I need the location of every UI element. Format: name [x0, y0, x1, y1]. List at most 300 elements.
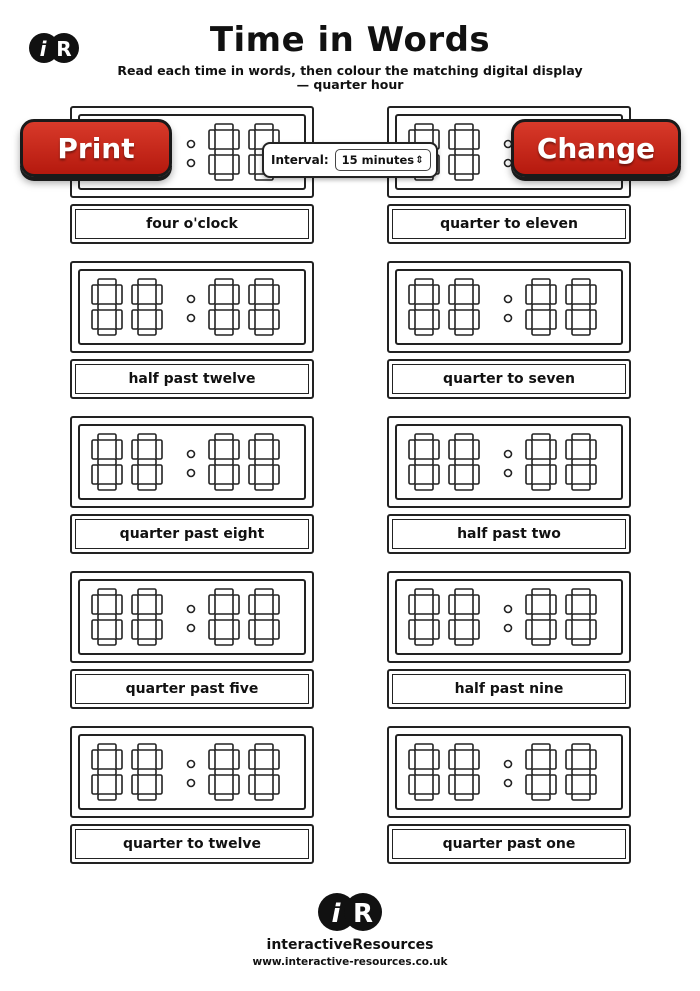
digit-segment[interactable] [215, 174, 233, 180]
digital-display[interactable] [70, 726, 314, 818]
digit-segment[interactable] [249, 620, 255, 639]
digit-segment[interactable] [116, 465, 122, 484]
digit-segment[interactable] [415, 124, 433, 130]
digit-segment[interactable] [215, 304, 233, 310]
digit-segment[interactable] [233, 620, 239, 639]
digit-segment[interactable] [98, 639, 116, 645]
digit-segment[interactable] [156, 595, 162, 614]
digit-segment[interactable] [415, 639, 433, 645]
digit-segment[interactable] [449, 595, 455, 614]
digit-segment[interactable] [249, 130, 255, 149]
digit-segment[interactable] [233, 155, 239, 174]
digit-segment[interactable] [473, 750, 479, 769]
digit-segment[interactable] [273, 750, 279, 769]
digit-segment[interactable] [590, 750, 596, 769]
digit-segment[interactable] [92, 620, 98, 639]
digit-segment[interactable] [526, 750, 532, 769]
digit-segment[interactable] [98, 459, 116, 465]
colon-dot [188, 470, 195, 477]
digit-segment[interactable] [156, 440, 162, 459]
digit-segment[interactable] [215, 459, 233, 465]
digit-segment[interactable] [566, 310, 572, 329]
digit-segment[interactable] [92, 750, 98, 769]
digit-segment[interactable] [409, 595, 415, 614]
digit-segment[interactable] [566, 440, 572, 459]
digit-segment[interactable] [526, 620, 532, 639]
digit-segment[interactable] [255, 744, 273, 750]
digit-segment[interactable] [215, 589, 233, 595]
digit-segment[interactable] [526, 310, 532, 329]
digit-segment[interactable] [255, 124, 273, 130]
digit-segment[interactable] [116, 620, 122, 639]
digit-segment[interactable] [209, 130, 215, 149]
digit-segment[interactable] [138, 794, 156, 800]
digit-segment[interactable] [532, 279, 550, 285]
interval-label: Interval: [271, 153, 329, 167]
digit-segment[interactable] [215, 744, 233, 750]
digit-segment[interactable] [138, 459, 156, 465]
digit-segment[interactable] [550, 595, 556, 614]
digit-segment[interactable] [138, 614, 156, 620]
display-digits [389, 573, 629, 661]
digit-segment[interactable] [415, 484, 433, 490]
digit-segment[interactable] [415, 329, 433, 335]
digit-segment[interactable] [449, 620, 455, 639]
digit-segment[interactable] [449, 775, 455, 794]
digit-segment[interactable] [526, 285, 532, 304]
display-digits [72, 263, 312, 351]
colon-dot [505, 296, 512, 303]
digit-segment[interactable] [249, 465, 255, 484]
digit-segment[interactable] [532, 434, 550, 440]
digit-segment[interactable] [415, 459, 433, 465]
digit-segment[interactable] [138, 484, 156, 490]
digit-segment[interactable] [132, 620, 138, 639]
digit-segment[interactable] [473, 155, 479, 174]
digit-segment[interactable] [455, 434, 473, 440]
digit-segment[interactable] [455, 124, 473, 130]
time-words-text: half past two [392, 519, 626, 549]
time-words-text: half past nine [392, 674, 626, 704]
digit-segment[interactable] [215, 639, 233, 645]
digit-segment[interactable] [156, 310, 162, 329]
digit-segment[interactable] [249, 285, 255, 304]
digit-segment[interactable] [138, 744, 156, 750]
digit-segment[interactable] [572, 459, 590, 465]
digit-segment[interactable] [572, 279, 590, 285]
digit-segment[interactable] [233, 440, 239, 459]
digit-segment[interactable] [92, 285, 98, 304]
digit-segment[interactable] [98, 484, 116, 490]
digit-segment[interactable] [215, 124, 233, 130]
colon-dot [188, 780, 195, 787]
digit-segment[interactable] [455, 794, 473, 800]
colon-dot [188, 296, 195, 303]
digit-segment[interactable] [92, 775, 98, 794]
digit-segment[interactable] [433, 750, 439, 769]
digit-segment[interactable] [132, 465, 138, 484]
digit-segment[interactable] [455, 304, 473, 310]
digit-segment[interactable] [449, 440, 455, 459]
digit-segment[interactable] [98, 589, 116, 595]
digit-segment[interactable] [255, 794, 273, 800]
digit-segment[interactable] [526, 465, 532, 484]
digit-segment[interactable] [550, 750, 556, 769]
time-words-label [70, 359, 314, 399]
digit-segment[interactable] [249, 440, 255, 459]
digit-segment[interactable] [473, 620, 479, 639]
time-words-label [70, 824, 314, 864]
time-words-text: four o'clock [75, 209, 309, 239]
digit-segment[interactable] [273, 620, 279, 639]
digit-segment[interactable] [455, 149, 473, 155]
digit-segment[interactable] [409, 310, 415, 329]
digit-segment[interactable] [566, 620, 572, 639]
digit-segment[interactable] [409, 465, 415, 484]
digit-segment[interactable] [415, 589, 433, 595]
digit-segment[interactable] [215, 769, 233, 775]
colon-dot [505, 470, 512, 477]
digit-segment[interactable] [209, 155, 215, 174]
digit-segment[interactable] [209, 595, 215, 614]
change-button[interactable]: Change [511, 119, 681, 177]
digit-segment[interactable] [209, 750, 215, 769]
digit-segment[interactable] [449, 465, 455, 484]
digit-segment[interactable] [215, 329, 233, 335]
digit-segment[interactable] [255, 614, 273, 620]
digit-segment[interactable] [215, 484, 233, 490]
digit-segment[interactable] [132, 285, 138, 304]
digit-segment[interactable] [92, 595, 98, 614]
digit-segment[interactable] [566, 465, 572, 484]
digit-segment[interactable] [249, 775, 255, 794]
digit-segment[interactable] [590, 440, 596, 459]
svg-text:R: R [352, 899, 374, 929]
digit-segment[interactable] [590, 465, 596, 484]
digit-segment[interactable] [156, 465, 162, 484]
time-words-label [387, 669, 631, 709]
digit-segment[interactable] [550, 620, 556, 639]
digit-segment[interactable] [255, 484, 273, 490]
digit-segment[interactable] [433, 465, 439, 484]
digit-segment[interactable] [116, 750, 122, 769]
digit-segment[interactable] [409, 285, 415, 304]
digit-segment[interactable] [409, 750, 415, 769]
digit-segment[interactable] [532, 769, 550, 775]
time-words-text: quarter past five [75, 674, 309, 704]
digital-display[interactable] [387, 416, 631, 508]
digit-segment[interactable] [209, 440, 215, 459]
time-words-text: quarter to eleven [392, 209, 626, 239]
digit-segment[interactable] [550, 440, 556, 459]
digit-segment[interactable] [138, 329, 156, 335]
digit-segment[interactable] [455, 459, 473, 465]
digit-segment[interactable] [255, 329, 273, 335]
digit-segment[interactable] [590, 775, 596, 794]
time-words-text: quarter past one [392, 829, 626, 859]
display-digits [389, 418, 629, 506]
digit-segment[interactable] [249, 595, 255, 614]
digit-segment[interactable] [532, 589, 550, 595]
page-title: Time in Words [209, 20, 491, 60]
time-words-label [387, 204, 631, 244]
digit-segment[interactable] [433, 440, 439, 459]
digit-segment[interactable] [572, 329, 590, 335]
colon-dot [188, 625, 195, 632]
digit-segment[interactable] [116, 775, 122, 794]
digit-segment[interactable] [138, 304, 156, 310]
digital-display[interactable] [70, 571, 314, 663]
digit-segment[interactable] [590, 620, 596, 639]
display-digits [389, 728, 629, 816]
digit-segment[interactable] [550, 310, 556, 329]
digit-segment[interactable] [455, 329, 473, 335]
digit-segment[interactable] [209, 620, 215, 639]
digit-segment[interactable] [572, 614, 590, 620]
digit-segment[interactable] [409, 775, 415, 794]
digit-segment[interactable] [433, 285, 439, 304]
digit-segment[interactable] [473, 285, 479, 304]
digit-segment[interactable] [215, 149, 233, 155]
digit-segment[interactable] [473, 310, 479, 329]
digit-segment[interactable] [455, 174, 473, 180]
print-button[interactable]: Print [20, 119, 172, 177]
digit-segment[interactable] [433, 775, 439, 794]
digit-segment[interactable] [532, 304, 550, 310]
digit-segment[interactable] [590, 285, 596, 304]
digit-segment[interactable] [532, 614, 550, 620]
digit-segment[interactable] [572, 639, 590, 645]
digit-segment[interactable] [138, 589, 156, 595]
digit-segment[interactable] [433, 310, 439, 329]
digit-segment[interactable] [98, 794, 116, 800]
digit-segment[interactable] [455, 279, 473, 285]
digit-segment[interactable] [215, 434, 233, 440]
digit-segment[interactable] [532, 639, 550, 645]
digit-segment[interactable] [473, 440, 479, 459]
digit-segment[interactable] [116, 285, 122, 304]
digit-segment[interactable] [273, 310, 279, 329]
digit-segment[interactable] [433, 595, 439, 614]
digit-segment[interactable] [209, 775, 215, 794]
digit-segment[interactable] [209, 465, 215, 484]
digit-segment[interactable] [138, 639, 156, 645]
digit-segment[interactable] [532, 459, 550, 465]
digit-segment[interactable] [590, 310, 596, 329]
digit-segment[interactable] [98, 279, 116, 285]
digit-segment[interactable] [409, 440, 415, 459]
digital-display[interactable] [70, 261, 314, 353]
digit-segment[interactable] [132, 750, 138, 769]
digit-segment[interactable] [473, 465, 479, 484]
digit-segment[interactable] [409, 620, 415, 639]
digit-segment[interactable] [98, 744, 116, 750]
digit-segment[interactable] [116, 595, 122, 614]
digit-segment[interactable] [526, 595, 532, 614]
digit-segment[interactable] [255, 434, 273, 440]
digit-segment[interactable] [98, 329, 116, 335]
digit-segment[interactable] [138, 279, 156, 285]
digit-segment[interactable] [526, 775, 532, 794]
digit-segment[interactable] [255, 639, 273, 645]
colon-dot [505, 315, 512, 322]
digit-segment[interactable] [415, 794, 433, 800]
digit-segment[interactable] [415, 434, 433, 440]
digit-segment[interactable] [215, 794, 233, 800]
digit-segment[interactable] [572, 769, 590, 775]
interval-select[interactable] [335, 149, 431, 171]
digit-segment[interactable] [255, 459, 273, 465]
digit-segment[interactable] [415, 304, 433, 310]
interval-value: 15 minutes [341, 153, 415, 167]
time-words-label [70, 204, 314, 244]
digit-segment[interactable] [249, 750, 255, 769]
svg-text:R: R [56, 37, 72, 61]
digit-segment[interactable] [566, 595, 572, 614]
digit-segment[interactable] [455, 589, 473, 595]
digit-segment[interactable] [92, 440, 98, 459]
digit-segment[interactable] [532, 329, 550, 335]
digit-segment[interactable] [156, 285, 162, 304]
display-digits [72, 573, 312, 661]
digit-segment[interactable] [273, 440, 279, 459]
digit-segment[interactable] [455, 744, 473, 750]
digit-segment[interactable] [532, 484, 550, 490]
digit-segment[interactable] [255, 769, 273, 775]
digit-segment[interactable] [572, 794, 590, 800]
digit-segment[interactable] [566, 285, 572, 304]
digit-segment[interactable] [255, 304, 273, 310]
digit-segment[interactable] [473, 775, 479, 794]
digit-segment[interactable] [233, 310, 239, 329]
digit-segment[interactable] [249, 310, 255, 329]
display-digits [72, 728, 312, 816]
svg-text:i: i [39, 37, 47, 61]
interval-control [262, 142, 438, 178]
svg-text:i: i [331, 899, 341, 929]
digit-segment[interactable] [215, 279, 233, 285]
digit-segment[interactable] [455, 769, 473, 775]
digit-segment[interactable] [550, 775, 556, 794]
digit-segment[interactable] [449, 155, 455, 174]
digit-segment[interactable] [550, 465, 556, 484]
digit-segment[interactable] [98, 304, 116, 310]
colon-dot [188, 606, 195, 613]
digit-segment[interactable] [473, 595, 479, 614]
digit-segment[interactable] [132, 440, 138, 459]
digit-segment[interactable] [455, 484, 473, 490]
display-digits [72, 418, 312, 506]
digit-segment[interactable] [138, 434, 156, 440]
digit-segment[interactable] [526, 440, 532, 459]
digit-segment[interactable] [215, 614, 233, 620]
digital-display[interactable] [70, 416, 314, 508]
digit-segment[interactable] [415, 614, 433, 620]
digit-segment[interactable] [449, 130, 455, 149]
digit-segment[interactable] [449, 750, 455, 769]
time-words-label [70, 514, 314, 554]
digit-segment[interactable] [116, 310, 122, 329]
time-words-text: half past twelve [75, 364, 309, 394]
digit-segment[interactable] [449, 310, 455, 329]
digit-segment[interactable] [92, 465, 98, 484]
digit-segment[interactable] [156, 775, 162, 794]
digit-segment[interactable] [132, 310, 138, 329]
digit-segment[interactable] [233, 750, 239, 769]
digit-segment[interactable] [233, 285, 239, 304]
digit-segment[interactable] [273, 285, 279, 304]
digit-segment[interactable] [433, 620, 439, 639]
colon-dot [188, 160, 195, 167]
digit-segment[interactable] [572, 589, 590, 595]
digit-segment[interactable] [209, 285, 215, 304]
digit-segment[interactable] [590, 595, 596, 614]
digit-segment[interactable] [415, 769, 433, 775]
digital-display[interactable] [387, 726, 631, 818]
digit-segment[interactable] [532, 744, 550, 750]
digit-segment[interactable] [449, 285, 455, 304]
digit-segment[interactable] [415, 744, 433, 750]
digit-segment[interactable] [566, 775, 572, 794]
digit-segment[interactable] [572, 744, 590, 750]
digit-segment[interactable] [156, 620, 162, 639]
digit-segment[interactable] [455, 614, 473, 620]
digit-segment[interactable] [233, 465, 239, 484]
digit-segment[interactable] [116, 440, 122, 459]
digit-segment[interactable] [572, 434, 590, 440]
time-words-text: quarter to twelve [75, 829, 309, 859]
digital-display[interactable] [387, 571, 631, 663]
digit-segment[interactable] [255, 589, 273, 595]
digit-segment[interactable] [455, 639, 473, 645]
digit-segment[interactable] [273, 465, 279, 484]
digit-segment[interactable] [532, 794, 550, 800]
digit-segment[interactable] [415, 279, 433, 285]
digit-segment[interactable] [566, 750, 572, 769]
digit-segment[interactable] [209, 310, 215, 329]
digital-display[interactable] [387, 261, 631, 353]
digit-segment[interactable] [550, 285, 556, 304]
digit-segment[interactable] [273, 595, 279, 614]
digit-segment[interactable] [92, 310, 98, 329]
time-words-text: quarter to seven [392, 364, 626, 394]
time-words-label [387, 824, 631, 864]
digit-segment[interactable] [572, 484, 590, 490]
digit-segment[interactable] [255, 279, 273, 285]
digit-segment[interactable] [473, 130, 479, 149]
colon-dot [505, 606, 512, 613]
footer-url: www.interactive-resources.co.uk [252, 956, 448, 968]
digit-segment[interactable] [132, 775, 138, 794]
colon-dot [505, 780, 512, 787]
digit-segment[interactable] [98, 769, 116, 775]
digit-segment[interactable] [156, 750, 162, 769]
digit-segment[interactable] [98, 614, 116, 620]
digit-segment[interactable] [233, 595, 239, 614]
digit-segment[interactable] [249, 155, 255, 174]
digit-segment[interactable] [138, 769, 156, 775]
footer-brand: interactiveResources [266, 937, 434, 953]
digit-segment[interactable] [233, 775, 239, 794]
digit-segment[interactable] [98, 434, 116, 440]
digit-segment[interactable] [233, 130, 239, 149]
digit-segment[interactable] [572, 304, 590, 310]
digit-segment[interactable] [132, 595, 138, 614]
chevron-updown-icon: ⇕ [415, 154, 424, 166]
colon-dot [505, 625, 512, 632]
digit-segment[interactable] [273, 775, 279, 794]
colon-dot [188, 451, 195, 458]
